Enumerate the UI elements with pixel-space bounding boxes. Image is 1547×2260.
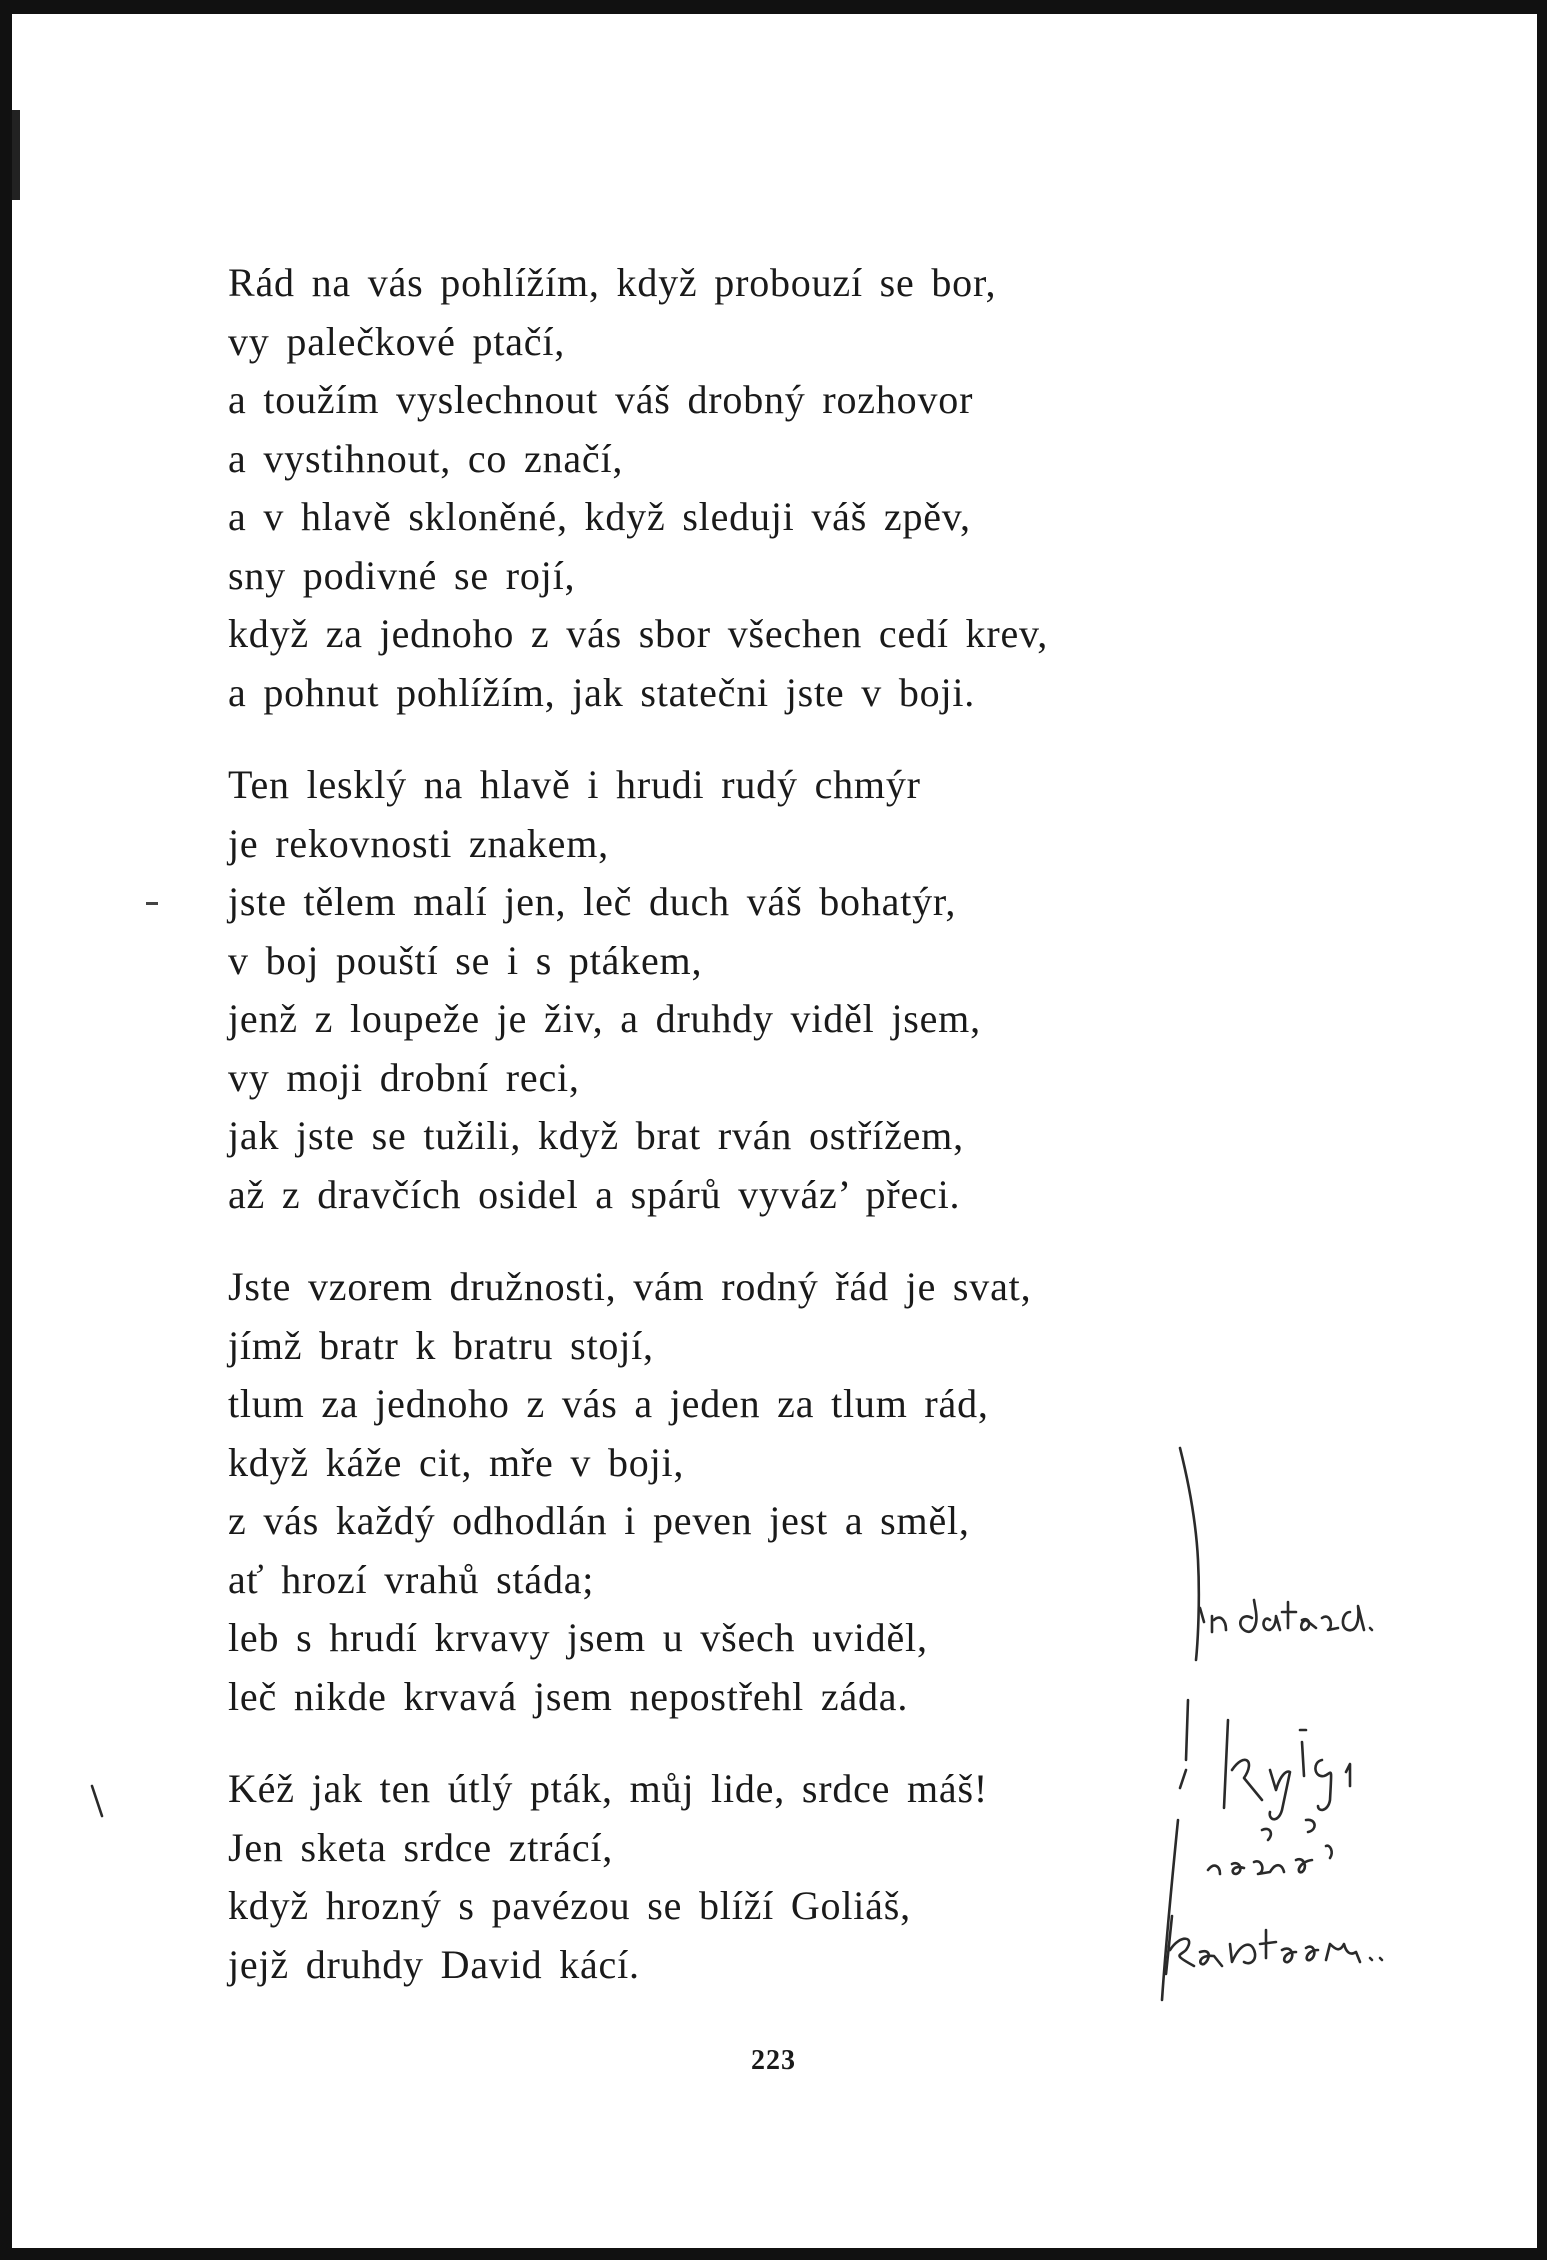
scan-border-left	[0, 0, 12, 2260]
poem-line: jejž druhdy David kácí.	[228, 1941, 640, 1987]
handwriting-stroke	[1300, 1730, 1306, 1776]
handwriting-stroke	[1282, 1949, 1296, 1963]
scan-border-top	[0, 0, 1547, 14]
poem-line: Kéž jak ten útlý pták, můj lide, srdce máš!	[228, 1766, 988, 1811]
handwriting-stroke	[1370, 1958, 1382, 1960]
scan-border-right	[1537, 0, 1547, 2260]
poem-line: vy moji drobní reci,	[228, 1054, 580, 1100]
poem-line: je rekovnosti znakem,	[228, 820, 609, 866]
poem-line: když za jednoho z vás sbor všechen cedí krev,	[228, 611, 1049, 656]
poem-line: jímž bratr k bratru stojí,	[228, 1322, 654, 1368]
poem-line: ať hrozí vrahů stáda;	[228, 1556, 595, 1602]
scan-border-bottom	[0, 2248, 1547, 2260]
poem-line: když hrozný s pavézou se blíží Goliáš,	[228, 1883, 911, 1928]
poem-line: a toužím vyslechnout váš drobný rozhovor	[228, 377, 974, 422]
handwriting-stroke	[1301, 1619, 1316, 1630]
handwriting-stroke	[1343, 1606, 1372, 1630]
stanza-4	[228, 1760, 1268, 1994]
poem-line: Jste vzorem družnosti, vám rodný řád je svat,	[228, 1264, 1032, 1309]
poem-line: sny podivné se rojí,	[228, 552, 576, 598]
handwriting-stroke	[1322, 1617, 1338, 1630]
handwriting-stroke	[1326, 1944, 1360, 1962]
stanza-2	[228, 756, 1268, 1224]
handwriting-stroke	[1296, 1846, 1332, 1873]
poem-line: z vás každý odhodlán i peven jest a směl,	[228, 1498, 970, 1543]
handwriting-stroke	[1270, 1770, 1290, 1819]
scan-border-notch	[12, 110, 20, 200]
handwriting-stroke	[1262, 1820, 1315, 1840]
poem-line: v boj pouští se i s ptákem,	[228, 937, 703, 983]
poem-line: Ten lesklý na hlavě i hrudi rudý chmýr	[228, 762, 921, 807]
page-number: 223	[751, 2045, 796, 2076]
handwriting-stroke	[1306, 1947, 1318, 1961]
handwriting-stroke	[1282, 1602, 1296, 1628]
poem-body	[228, 254, 1268, 2028]
poem-line: a pohnut pohlížím, jak statečni jste v boji.	[228, 669, 976, 715]
poem-line: když káže cit, mře v boji,	[228, 1439, 685, 1485]
poem-line: leb s hrudí krvavy jsem u všech uviděl,	[228, 1615, 928, 1660]
poem-line: vy palečkové ptačí,	[228, 318, 566, 364]
poem-line: tlum za jednoho z vás a jeden za tlum rád,	[228, 1381, 989, 1426]
poem-line: jenž z loupeže je živ, a druhdy viděl jsem,	[228, 996, 981, 1041]
poem-line: Jen sketa srdce ztrácí,	[228, 1824, 614, 1870]
stray-mark	[146, 902, 158, 905]
stanza-3	[228, 1258, 1268, 1726]
poem-line: a vystihnout, co značí,	[228, 435, 624, 481]
stanza-1	[228, 254, 1268, 722]
handwriting-stroke	[1346, 1764, 1350, 1786]
poem-line: leč nikde krvavá jsem nepostřehl záda.	[228, 1673, 909, 1719]
poem-line: jste tělem malí jen, leč duch váš bohatýr,	[228, 879, 957, 924]
handwriting-stroke	[1315, 1760, 1331, 1810]
poem-line: a v hlavě skloněné, když sleduji váš zpěv,	[228, 494, 971, 539]
poem-line: Rád na vás pohlížím, když probouzí se bor,	[228, 260, 997, 305]
poem-line: až z dravčích osidel a spárů vyváz’ přeci.	[228, 1171, 961, 1217]
stray-margin-mark	[92, 1786, 102, 1816]
poem-line: jak jste se tužili, když brat rván ostřížem,	[228, 1113, 964, 1158]
